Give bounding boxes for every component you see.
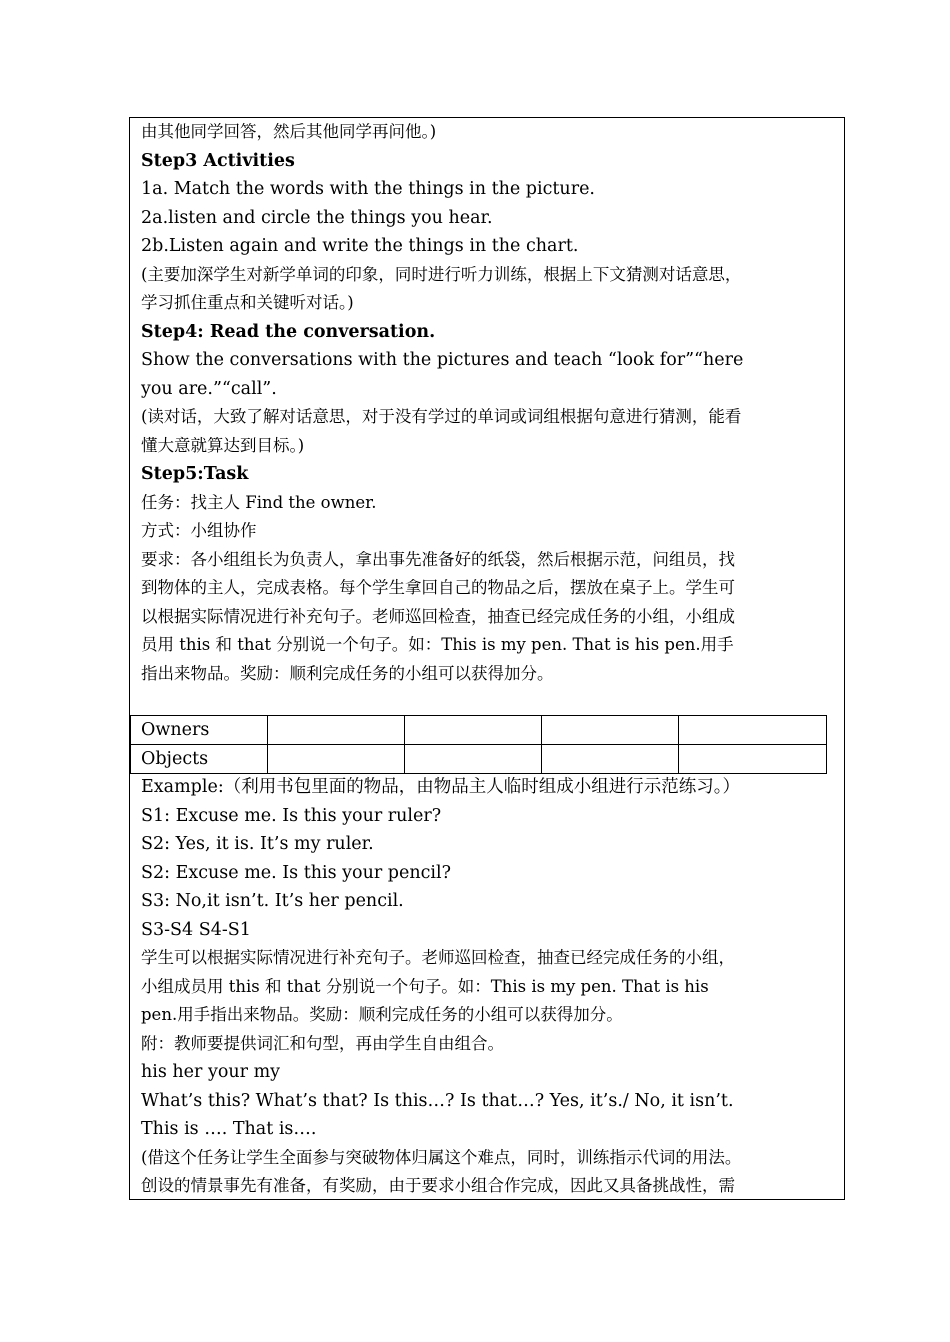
text-line: 员用 this 和 that 分别说一个句子。如：This is my pen. That is his pen.用手 [141, 635, 734, 654]
text-line: 学习抓住重点和关键听对话。) [141, 293, 354, 312]
text-line: 2a.listen and circle the things you hear. [141, 207, 493, 228]
text-line: (读对话，大致了解对话意思，对于没有学过的单词或词组根据句意进行猜测，能看 [141, 407, 742, 426]
text-line: his her your my [141, 1062, 281, 1082]
table-cell [542, 716, 679, 745]
step-heading: Step3 Activities [141, 150, 295, 171]
text-line: 小组成员用 this 和 that 分别说一个句子。如：This is my pen. That is his [141, 976, 709, 996]
text-line: This is …. That is…. [141, 1119, 317, 1139]
text-line: S2: Yes, it is. It’s my ruler. [141, 834, 374, 854]
text-line: 创设的情景事先有准备，有奖励，由于要求小组合作完成，因此又具备挑战性，需 [141, 1176, 735, 1195]
text-line: S3: No,it isn’t. It’s her pencil. [141, 891, 404, 911]
text-line: 任务：找主人 Find the owner. [141, 492, 377, 512]
table-cell [542, 745, 679, 774]
text-line: 1a. Match the words with the things in the picture. [141, 179, 595, 199]
text-line: Example:（利用书包里面的物品，由物品主人临时组成小组进行示范练习。） [141, 777, 740, 797]
text-line: 指出来物品。奖励：顺利完成任务的小组可以获得加分。 [141, 663, 554, 683]
step-heading: Step4: Read the conversation. [141, 321, 436, 342]
text-line: 学生可以根据实际情况进行补充句子。老师巡回检查，抽查已经完成任务的小组， [141, 948, 735, 967]
text-line: 2b.Listen again and write the things in the chart. [141, 236, 579, 256]
table-row [131, 745, 827, 774]
text-line: S1: Excuse me. Is this your ruler? [141, 805, 442, 826]
table-cell [268, 745, 405, 774]
owners-objects-table [130, 715, 827, 774]
text-line: (主要加深学生对新学单词的印象，同时进行听力训练，根据上下文猜测对话意思， [141, 264, 742, 284]
table-cell [405, 716, 542, 745]
table-cell [679, 745, 827, 774]
text-line: 到物体的主人，完成表格。每个学生拿回自己的物品之后，摆放在桌子上。学生可 [141, 578, 735, 597]
text-line: Show the conversations with the pictures and teach “look for”“here [141, 350, 744, 370]
text-line: What’s this? What’s that? Is this…? Is that…? Yes, it’s./ No, it isn’t. [141, 1090, 734, 1111]
text-line: 要求：各小组组长为负责人，拿出事先准备好的纸袋，然后根据示范，问组员，找 [141, 549, 735, 569]
text-line: you are.”“call”. [141, 378, 277, 399]
text-line: (借这个任务让学生全面参与突破物体归属这个难点，同时，训练指示代词的用法。 [141, 1147, 742, 1167]
text-line: 懂大意就算达到目标。) [141, 435, 305, 455]
lesson-steps-section [141, 118, 837, 688]
table-cell [268, 716, 405, 745]
table-cell [679, 716, 827, 745]
text-line: 由其他同学回答，然后其他同学再问他。) [141, 122, 437, 141]
row-label: Owners [131, 716, 268, 745]
text-line: 附：教师要提供词汇和句型，再由学生自由组合。 [141, 1033, 504, 1053]
text-line: 以根据实际情况进行补充句子。老师巡回检查，抽查已经完成任务的小组，小组成 [141, 606, 735, 626]
text-line: S3-S4 S4-S1 [141, 919, 251, 940]
lesson-plan-frame [129, 117, 845, 1200]
table-cell [405, 745, 542, 774]
text-line: pen.用手指出来物品。奖励：顺利完成任务的小组可以获得加分。 [141, 1005, 623, 1024]
example-section [141, 773, 837, 1200]
text-line: S2: Excuse me. Is this your pencil? [141, 862, 452, 883]
row-label: Objects [131, 745, 268, 774]
table-row [131, 716, 827, 745]
step-heading: Step5:Task [141, 464, 249, 484]
text-line: 方式：小组协作 [141, 521, 257, 540]
